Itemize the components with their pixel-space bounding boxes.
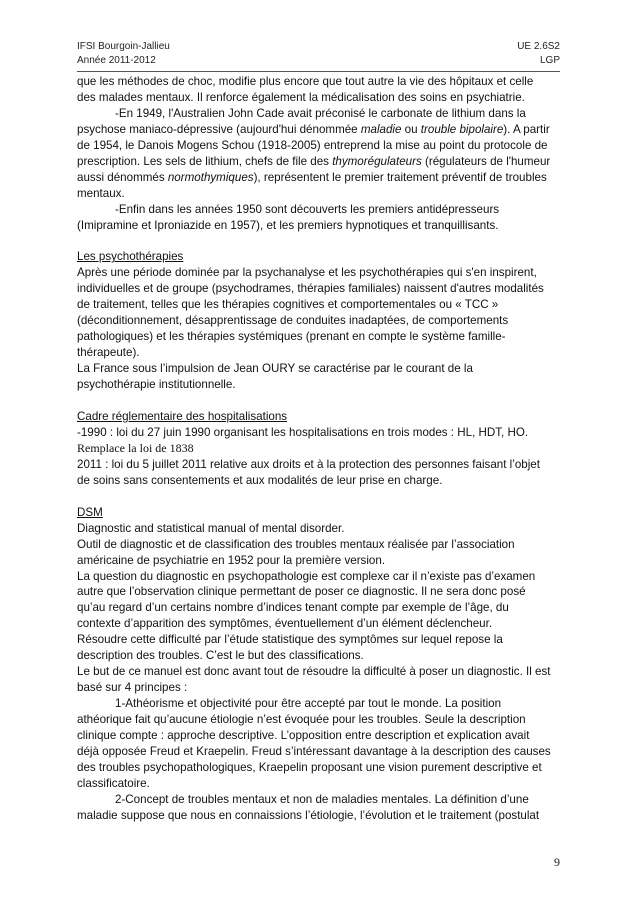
dsm-paragraph-2: Outil de diagnostic et de classification des troubles mentaux réalisée par l’association américaine de psychiatrie en 1952 pour la première version. — [77, 537, 515, 567]
spacer — [77, 393, 552, 409]
dsm-principle-2: 2-Concept de troubles mentaux et non de maladies mentales. La définition d’une maladie suppose que nous en connaissions l’étiologie, l’évolution et le traitement (postulat — [77, 792, 540, 822]
cadre-line-1838: Remplace la loi de 1838 — [77, 440, 194, 455]
page-body — [77, 74, 552, 824]
term-trouble-bipolaire: trouble bipolaire — [420, 122, 504, 136]
dsm-paragraph-4: Résoudre cette difficulté par l’étude statistique des symptômes sur lequel repose la description des troubles. C’est le but des classifications. — [77, 633, 503, 663]
dsm-paragraph-5: Le but de ce manuel est donc avant tout de résoudre la difficulté à poser un diagnostic. Il est basé sur 4 principes : — [77, 665, 551, 695]
term-maladie: maladie — [360, 122, 402, 136]
term-thymoregulateurs: thymorégulateurs — [332, 154, 422, 168]
intro-paragraph-1: que les méthodes de choc, modifie plus encore que tout autre la vie des hôpitaux et celle des malades mentaux. Il renforce également la médicalisation des soins en psychiatrie. — [77, 75, 534, 104]
header-course: UE 2.6S2 — [517, 41, 560, 52]
page-number: 9 — [554, 855, 560, 869]
header-level: LGP — [539, 55, 560, 66]
heading-psychotherapies: Les psychothérapies — [77, 250, 184, 264]
heading-cadre-reglementaire: Cadre réglementaire des hospitalisations — [77, 409, 288, 423]
header-divider — [77, 71, 560, 72]
intro-paragraph-antidepresseurs: -Enfin dans les années 1950 sont découverts les premiers antidépresseurs (Imipramine et Iproniazide en 1957), et les premiers hypnotiques et tranquillisants. — [77, 202, 500, 232]
spacer — [77, 489, 552, 505]
intro-paragraph-lithium: -En 1949, l'Australien John Cade avait préconisé le carbonate de lithium dans la psychose maniaco-dépressive (aujourd'hui dénommée maladie ou trouble bipolaire). A partir de 1954, le Danois Mogens Schou (1918-2005) entreprend la mise au point du protocole de prescription. Les sels de lithium, chefs de file des thymorégulateurs (régulateurs de l'humeur aussi dénommés normothymiques), représentent le premier traitement préventif de troubles mentaux. — [77, 106, 551, 200]
header-year: Année 2011-2012 — [77, 55, 156, 66]
dsm-paragraph-3: La question du diagnostic en psychopathologie est complexe car il n’existe pas d’examen autre que l’observation clinique permettant de poser ce diagnostic. Il ne sera donc posé qu’au regard d’un certains nombre d’indices tenant compte par exemple de l’âge, du contexte d’apparition des symptômes, éventuellement d’un élément déclencheur. — [77, 569, 536, 631]
psychotherapies-paragraph-2: La France sous l’impulsion de Jean OURY se caractérise par le courant de la psychothérapie institutionnelle. — [77, 362, 473, 392]
cadre-line-2011: 2011 : loi du 5 juillet 2011 relative aux droits et à la protection des personnes faisant l’objet de soins sans consentements et aux modalités de leur prise en charge. — [77, 457, 540, 487]
dsm-principle-1: 1-Athéorisme et objectivité pour être accepté par tout le monde. La position athéorique fait qu’aucune étiologie n’est évoquée pour les troubles. Seule la description clinique compte : approche descriptive. L’opposition entre description et explication avait déjà opposée Freud et Kraepelin. Freud s’intéressant davantage à la description des causes des troubles psychopathologiques, Kraepelin proposant une vision purement descriptive et classificatoire. — [77, 697, 551, 790]
spacer — [77, 234, 552, 250]
psychotherapies-paragraph-1: Après une période dominée par la psychanalyse et les psychothérapies qui s'en inspirent, individuelles et de groupe (psychodrames, thérapies familiales) naissent d'autres modalités de traitement, telles que les thérapies cognitives et comportementales ou « TCC » (déconditionnement, désapprentissage de conduites inadaptées, de comportements pathologiques) et les thérapies systémiques (prenant en compte le système famille-thérapeute). — [77, 266, 544, 360]
heading-dsm: DSM — [77, 505, 103, 519]
dsm-paragraph-1: Diagnostic and statistical manual of mental disorder. — [77, 521, 345, 535]
term-normothymiques: normothymiques — [167, 170, 254, 184]
header-institution: IFSI Bourgoin-Jallieu — [77, 41, 170, 52]
page-header — [77, 40, 560, 68]
cadre-line-1990: -1990 : loi du 27 juin 1990 organisant les hospitalisations en trois modes : HL, HDT, HO. — [77, 425, 529, 439]
